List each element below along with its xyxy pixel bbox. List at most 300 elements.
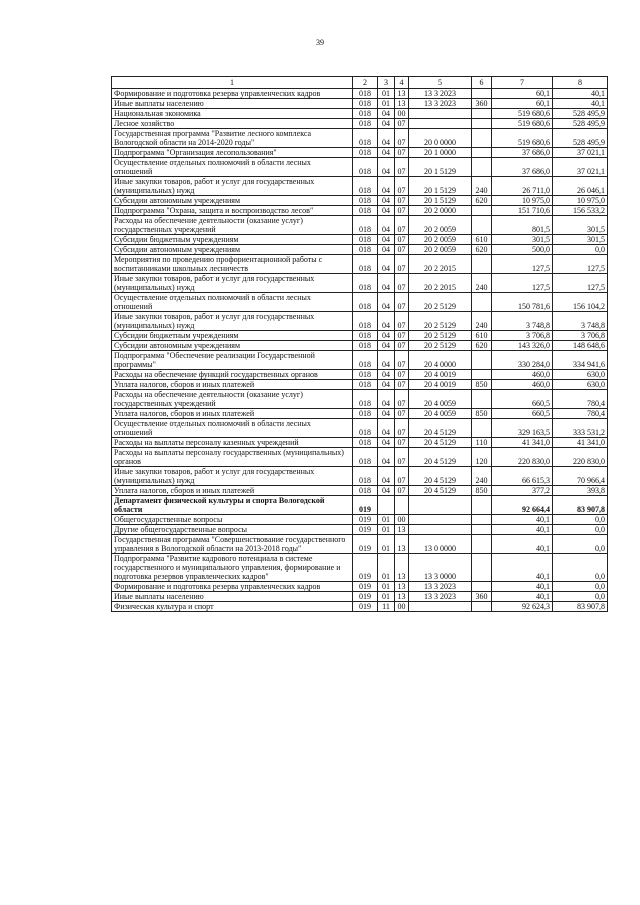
row-name: Расходы на выплаты персоналу государственных (муниципальных) органов xyxy=(112,448,353,467)
subsection-code: 07 xyxy=(395,351,409,370)
amount-year-1: 500,0 xyxy=(492,245,553,255)
subsection-code: 07 xyxy=(395,448,409,467)
amount-year-2: 83 907,8 xyxy=(553,496,608,515)
amount-year-2: 0,0 xyxy=(553,592,608,602)
ministry-code: 018 xyxy=(353,380,378,390)
target-article-code: 20 2 5129 xyxy=(409,293,472,312)
amount-year-1: 40,1 xyxy=(492,582,553,592)
subsection-code: 13 xyxy=(395,99,409,109)
expense-type-code: 120 xyxy=(472,448,492,467)
ministry-code: 018 xyxy=(353,255,378,274)
expense-type-code: 850 xyxy=(472,380,492,390)
ministry-code: 019 xyxy=(353,554,378,582)
target-article-code: 20 4 5129 xyxy=(409,486,472,496)
row-name: Иные выплаты населению xyxy=(112,592,353,602)
table-row xyxy=(112,216,608,235)
subsection-code: 07 xyxy=(395,216,409,235)
amount-year-1: 41 341,0 xyxy=(492,438,553,448)
amount-year-1: 143 326,0 xyxy=(492,341,553,351)
amount-year-1: 60,1 xyxy=(492,99,553,109)
section-code: 04 xyxy=(378,129,395,148)
ministry-code: 019 xyxy=(353,535,378,554)
amount-year-2: 156 104,2 xyxy=(553,293,608,312)
table-row xyxy=(112,438,608,448)
amount-year-2: 0,0 xyxy=(553,525,608,535)
section-code: 04 xyxy=(378,486,395,496)
ministry-code: 018 xyxy=(353,148,378,158)
table-row xyxy=(112,148,608,158)
amount-year-1: 26 711,0 xyxy=(492,177,553,196)
row-name: Субсидии автономным учреждениям xyxy=(112,196,353,206)
amount-year-1: 92 624,3 xyxy=(492,602,553,612)
amount-year-2: 630,0 xyxy=(553,370,608,380)
expense-type-code xyxy=(472,535,492,554)
target-article-code: 13 3 0000 xyxy=(409,554,472,582)
amount-year-2: 333 531,2 xyxy=(553,419,608,438)
subsection-code: 00 xyxy=(395,602,409,612)
subsection-code: 00 xyxy=(395,109,409,119)
ministry-code: 018 xyxy=(353,419,378,438)
ministry-code: 018 xyxy=(353,158,378,177)
amount-year-1: 40,1 xyxy=(492,592,553,602)
section-code: 04 xyxy=(378,274,395,293)
section-code: 04 xyxy=(378,351,395,370)
amount-year-1: 60,1 xyxy=(492,89,553,99)
ministry-code: 018 xyxy=(353,351,378,370)
row-name: Осуществление отдельных полномочий в области лесных отношений xyxy=(112,293,353,312)
target-article-code: 20 2 2015 xyxy=(409,274,472,293)
row-name: Осуществление отдельных полномочий в области лесных отношений xyxy=(112,419,353,438)
table-row xyxy=(112,293,608,312)
section-code: 04 xyxy=(378,293,395,312)
page-number: 39 xyxy=(316,38,324,47)
row-name: Иные закупки товаров, работ и услуг для государственных (муниципальных) нужд xyxy=(112,274,353,293)
row-name: Иные закупки товаров, работ и услуг для государственных (муниципальных) нужд xyxy=(112,467,353,486)
expense-type-code xyxy=(472,525,492,535)
target-article-code: 20 4 0059 xyxy=(409,390,472,409)
column-header: 7 xyxy=(492,77,553,89)
target-article-code: 13 3 2023 xyxy=(409,89,472,99)
amount-year-1: 127,5 xyxy=(492,274,553,293)
amount-year-2: 0,0 xyxy=(553,535,608,554)
ministry-code: 019 xyxy=(353,602,378,612)
amount-year-2: 3 748,8 xyxy=(553,312,608,331)
amount-year-1: 330 284,0 xyxy=(492,351,553,370)
section-code: 04 xyxy=(378,109,395,119)
amount-year-1: 37 686,0 xyxy=(492,148,553,158)
amount-year-1: 660,5 xyxy=(492,409,553,419)
subsection-code: 07 xyxy=(395,177,409,196)
table-row xyxy=(112,177,608,196)
table-header-row xyxy=(112,77,608,89)
table-row xyxy=(112,99,608,109)
subsection-code: 07 xyxy=(395,119,409,129)
amount-year-2: 37 021,1 xyxy=(553,158,608,177)
table-row xyxy=(112,206,608,216)
table-row xyxy=(112,89,608,99)
expense-type-code: 850 xyxy=(472,486,492,496)
column-header: 6 xyxy=(472,77,492,89)
target-article-code: 20 0 0000 xyxy=(409,129,472,148)
row-name: Уплата налогов, сборов и иных платежей xyxy=(112,409,353,419)
amount-year-1: 150 781,6 xyxy=(492,293,553,312)
column-header: 8 xyxy=(553,77,608,89)
amount-year-2: 148 648,6 xyxy=(553,341,608,351)
section-code: 04 xyxy=(378,245,395,255)
budget-table xyxy=(111,76,608,612)
section-code: 04 xyxy=(378,119,395,129)
target-article-code: 20 2 0059 xyxy=(409,245,472,255)
expense-type-code: 620 xyxy=(472,196,492,206)
amount-year-1: 66 615,3 xyxy=(492,467,553,486)
target-article-code: 20 4 0000 xyxy=(409,351,472,370)
subsection-code: 07 xyxy=(395,467,409,486)
table-row xyxy=(112,245,608,255)
amount-year-1: 92 664,4 xyxy=(492,496,553,515)
amount-year-1: 40,1 xyxy=(492,515,553,525)
expense-type-code xyxy=(472,602,492,612)
table-row xyxy=(112,602,608,612)
subsection-code xyxy=(395,496,409,515)
ministry-code: 018 xyxy=(353,293,378,312)
target-article-code: 13 0 0000 xyxy=(409,535,472,554)
row-name: Лесное хозяйство xyxy=(112,119,353,129)
section-code: 04 xyxy=(378,216,395,235)
row-name: Субсидии бюджетным учреждениям xyxy=(112,331,353,341)
expense-type-code xyxy=(472,496,492,515)
expense-type-code: 240 xyxy=(472,312,492,331)
target-article-code xyxy=(409,525,472,535)
subsection-code: 07 xyxy=(395,206,409,216)
target-article-code: 20 2 0059 xyxy=(409,235,472,245)
ministry-code: 018 xyxy=(353,274,378,293)
ministry-code: 018 xyxy=(353,370,378,380)
section-code: 01 xyxy=(378,99,395,109)
target-article-code xyxy=(409,496,472,515)
column-header: 2 xyxy=(353,77,378,89)
amount-year-1: 40,1 xyxy=(492,535,553,554)
amount-year-2: 37 021,1 xyxy=(553,148,608,158)
target-article-code: 20 2 0059 xyxy=(409,216,472,235)
table-row xyxy=(112,486,608,496)
ministry-code: 018 xyxy=(353,235,378,245)
row-name: Иные закупки товаров, работ и услуг для государственных (муниципальных) нужд xyxy=(112,177,353,196)
target-article-code xyxy=(409,109,472,119)
table-row xyxy=(112,525,608,535)
section-code: 11 xyxy=(378,602,395,612)
amount-year-2: 40,1 xyxy=(553,89,608,99)
row-name: Расходы на выплаты персоналу казенных учреждений xyxy=(112,438,353,448)
amount-year-1: 10 975,0 xyxy=(492,196,553,206)
table-row xyxy=(112,109,608,119)
table-row xyxy=(112,370,608,380)
target-article-code: 13 3 2023 xyxy=(409,582,472,592)
target-article-code: 20 2 5129 xyxy=(409,341,472,351)
expense-type-code xyxy=(472,89,492,99)
subsection-code: 07 xyxy=(395,438,409,448)
target-article-code: 20 4 5129 xyxy=(409,448,472,467)
subsection-code: 07 xyxy=(395,380,409,390)
amount-year-1: 127,5 xyxy=(492,255,553,274)
row-name: Субсидии автономным учреждениям xyxy=(112,245,353,255)
amount-year-2: 220 830,0 xyxy=(553,448,608,467)
amount-year-2: 26 046,1 xyxy=(553,177,608,196)
table-row xyxy=(112,592,608,602)
target-article-code: 20 4 5129 xyxy=(409,419,472,438)
expense-type-code xyxy=(472,582,492,592)
ministry-code: 018 xyxy=(353,89,378,99)
ministry-code: 018 xyxy=(353,109,378,119)
row-name: Общегосударственные вопросы xyxy=(112,515,353,525)
table-row xyxy=(112,119,608,129)
table-row xyxy=(112,129,608,148)
row-name: Расходы на обеспечение деятельности (оказание услуг) государственных учреждений xyxy=(112,216,353,235)
row-name: Субсидии бюджетным учреждениям xyxy=(112,235,353,245)
amount-year-2: 0,0 xyxy=(553,515,608,525)
ministry-code: 018 xyxy=(353,448,378,467)
amount-year-1: 151 710,6 xyxy=(492,206,553,216)
row-name: Подпрограмма "Организация лесопользования" xyxy=(112,148,353,158)
subsection-code: 07 xyxy=(395,274,409,293)
section-code: 01 xyxy=(378,592,395,602)
expense-type-code xyxy=(472,515,492,525)
ministry-code: 018 xyxy=(353,216,378,235)
ministry-code: 018 xyxy=(353,438,378,448)
section-code: 04 xyxy=(378,206,395,216)
section-code xyxy=(378,496,395,515)
expense-type-code xyxy=(472,351,492,370)
target-article-code: 20 4 0019 xyxy=(409,380,472,390)
subsection-code: 07 xyxy=(395,331,409,341)
ministry-code: 018 xyxy=(353,390,378,409)
amount-year-1: 377,2 xyxy=(492,486,553,496)
amount-year-2: 393,8 xyxy=(553,486,608,496)
subsection-code: 13 xyxy=(395,554,409,582)
expense-type-code: 620 xyxy=(472,341,492,351)
amount-year-2: 40,1 xyxy=(553,99,608,109)
section-code: 04 xyxy=(378,419,395,438)
subsection-code: 07 xyxy=(395,245,409,255)
expense-type-code: 240 xyxy=(472,467,492,486)
section-code: 04 xyxy=(378,370,395,380)
amount-year-2: 3 706,8 xyxy=(553,331,608,341)
expense-type-code xyxy=(472,129,492,148)
table-row xyxy=(112,448,608,467)
row-name: Физическая культура и спорт xyxy=(112,602,353,612)
target-article-code: 20 4 5129 xyxy=(409,467,472,486)
section-code: 04 xyxy=(378,235,395,245)
subsection-code: 13 xyxy=(395,525,409,535)
table-row xyxy=(112,235,608,245)
section-code: 04 xyxy=(378,341,395,351)
amount-year-2: 301,5 xyxy=(553,235,608,245)
target-article-code: 20 4 5129 xyxy=(409,438,472,448)
ministry-code: 018 xyxy=(353,129,378,148)
table-row xyxy=(112,496,608,515)
target-article-code: 20 2 5129 xyxy=(409,312,472,331)
row-name: Государственная программа "Развитие лесного комплекса Вологодской области на 2014-2020 годы" xyxy=(112,129,353,148)
ministry-code: 019 xyxy=(353,525,378,535)
table-row xyxy=(112,380,608,390)
expense-type-code: 850 xyxy=(472,409,492,419)
subsection-code: 07 xyxy=(395,158,409,177)
subsection-code: 07 xyxy=(395,486,409,496)
section-code: 04 xyxy=(378,148,395,158)
expense-type-code xyxy=(472,419,492,438)
row-name: Подпрограмма "Обеспечение реализации Государственной программы" xyxy=(112,351,353,370)
amount-year-2: 301,5 xyxy=(553,216,608,235)
subsection-code: 07 xyxy=(395,341,409,351)
expense-type-code xyxy=(472,148,492,158)
amount-year-1: 660,5 xyxy=(492,390,553,409)
amount-year-1: 460,0 xyxy=(492,380,553,390)
section-code: 01 xyxy=(378,525,395,535)
section-code: 04 xyxy=(378,331,395,341)
amount-year-2: 70 966,4 xyxy=(553,467,608,486)
subsection-code: 07 xyxy=(395,370,409,380)
table-row xyxy=(112,535,608,554)
expense-type-code xyxy=(472,216,492,235)
subsection-code: 07 xyxy=(395,293,409,312)
amount-year-2: 127,5 xyxy=(553,255,608,274)
amount-year-1: 460,0 xyxy=(492,370,553,380)
section-code: 04 xyxy=(378,380,395,390)
table-row xyxy=(112,274,608,293)
expense-type-code: 610 xyxy=(472,235,492,245)
table-row xyxy=(112,158,608,177)
expense-type-code xyxy=(472,293,492,312)
amount-year-2: 10 975,0 xyxy=(553,196,608,206)
row-name: Уплата налогов, сборов и иных платежей xyxy=(112,380,353,390)
column-header: 3 xyxy=(378,77,395,89)
row-name: Другие общегосударственные вопросы xyxy=(112,525,353,535)
ministry-code: 019 xyxy=(353,582,378,592)
target-article-code: 20 1 0000 xyxy=(409,148,472,158)
expense-type-code: 620 xyxy=(472,245,492,255)
subsection-code: 07 xyxy=(395,129,409,148)
row-name: Национальная экономика xyxy=(112,109,353,119)
table-row xyxy=(112,341,608,351)
table-row xyxy=(112,409,608,419)
subsection-code: 07 xyxy=(395,255,409,274)
target-article-code: 20 4 0059 xyxy=(409,409,472,419)
amount-year-2: 528 495,9 xyxy=(553,109,608,119)
table-row xyxy=(112,331,608,341)
row-name: Уплата налогов, сборов и иных платежей xyxy=(112,486,353,496)
table-row xyxy=(112,582,608,592)
amount-year-2: 528 495,9 xyxy=(553,119,608,129)
amount-year-2: 780,4 xyxy=(553,390,608,409)
ministry-code: 018 xyxy=(353,467,378,486)
ministry-code: 018 xyxy=(353,99,378,109)
subsection-code: 07 xyxy=(395,409,409,419)
section-code: 01 xyxy=(378,89,395,99)
section-code: 04 xyxy=(378,177,395,196)
expense-type-code xyxy=(472,119,492,129)
amount-year-2: 630,0 xyxy=(553,380,608,390)
row-name: Иные выплаты населению xyxy=(112,99,353,109)
subsection-code: 07 xyxy=(395,419,409,438)
row-name: Подпрограмма "Охрана, защита и воспроизводство лесов" xyxy=(112,206,353,216)
target-article-code xyxy=(409,602,472,612)
table-row xyxy=(112,554,608,582)
target-article-code: 20 1 5129 xyxy=(409,196,472,206)
column-header: 4 xyxy=(395,77,409,89)
amount-year-1: 37 686,0 xyxy=(492,158,553,177)
ministry-code: 019 xyxy=(353,496,378,515)
expense-type-code xyxy=(472,206,492,216)
table-row xyxy=(112,255,608,274)
section-code: 04 xyxy=(378,438,395,448)
row-name: Осуществление отдельных полномочий в области лесных отношений xyxy=(112,158,353,177)
amount-year-1: 3 748,8 xyxy=(492,312,553,331)
amount-year-1: 301,5 xyxy=(492,235,553,245)
expense-type-code xyxy=(472,554,492,582)
row-name: Иные закупки товаров, работ и услуг для государственных (муниципальных) нужд xyxy=(112,312,353,331)
amount-year-2: 528 495,9 xyxy=(553,129,608,148)
expense-type-code: 240 xyxy=(472,274,492,293)
amount-year-1: 519 680,6 xyxy=(492,119,553,129)
row-name: Мероприятия по проведению профориентационной работы с воспитанниками школьных лесничеств xyxy=(112,255,353,274)
amount-year-2: 41 341,0 xyxy=(553,438,608,448)
target-article-code: 20 1 5129 xyxy=(409,158,472,177)
ministry-code: 018 xyxy=(353,409,378,419)
target-article-code: 20 2 0000 xyxy=(409,206,472,216)
target-article-code: 20 1 5129 xyxy=(409,177,472,196)
column-header: 5 xyxy=(409,77,472,89)
ministry-code: 018 xyxy=(353,177,378,196)
ministry-code: 018 xyxy=(353,196,378,206)
ministry-code: 018 xyxy=(353,206,378,216)
section-code: 04 xyxy=(378,448,395,467)
amount-year-2: 0,0 xyxy=(553,245,608,255)
amount-year-1: 329 163,5 xyxy=(492,419,553,438)
subsection-code: 00 xyxy=(395,515,409,525)
amount-year-2: 0,0 xyxy=(553,582,608,592)
table-row xyxy=(112,467,608,486)
section-code: 04 xyxy=(378,467,395,486)
section-code: 01 xyxy=(378,535,395,554)
amount-year-1: 220 830,0 xyxy=(492,448,553,467)
target-article-code: 13 3 2023 xyxy=(409,592,472,602)
expense-type-code: 360 xyxy=(472,592,492,602)
table-row xyxy=(112,351,608,370)
table-row xyxy=(112,390,608,409)
amount-year-1: 40,1 xyxy=(492,525,553,535)
ministry-code: 019 xyxy=(353,592,378,602)
table-row xyxy=(112,312,608,331)
row-name: Формирование и подготовка резерва управленческих кадров xyxy=(112,582,353,592)
subsection-code: 07 xyxy=(395,390,409,409)
target-article-code xyxy=(409,515,472,525)
ministry-code: 018 xyxy=(353,119,378,129)
expense-type-code: 610 xyxy=(472,331,492,341)
target-article-code: 20 2 2015 xyxy=(409,255,472,274)
ministry-code: 018 xyxy=(353,245,378,255)
subsection-code: 07 xyxy=(395,312,409,331)
target-article-code: 20 4 0019 xyxy=(409,370,472,380)
expense-type-code: 240 xyxy=(472,177,492,196)
target-article-code: 13 3 2023 xyxy=(409,99,472,109)
table-row xyxy=(112,419,608,438)
row-name: Формирование и подготовка резерва управленческих кадров xyxy=(112,89,353,99)
subsection-code: 07 xyxy=(395,148,409,158)
amount-year-1: 40,1 xyxy=(492,554,553,582)
section-code: 04 xyxy=(378,158,395,177)
expense-type-code: 110 xyxy=(472,438,492,448)
amount-year-1: 801,5 xyxy=(492,216,553,235)
expense-type-code xyxy=(472,370,492,380)
